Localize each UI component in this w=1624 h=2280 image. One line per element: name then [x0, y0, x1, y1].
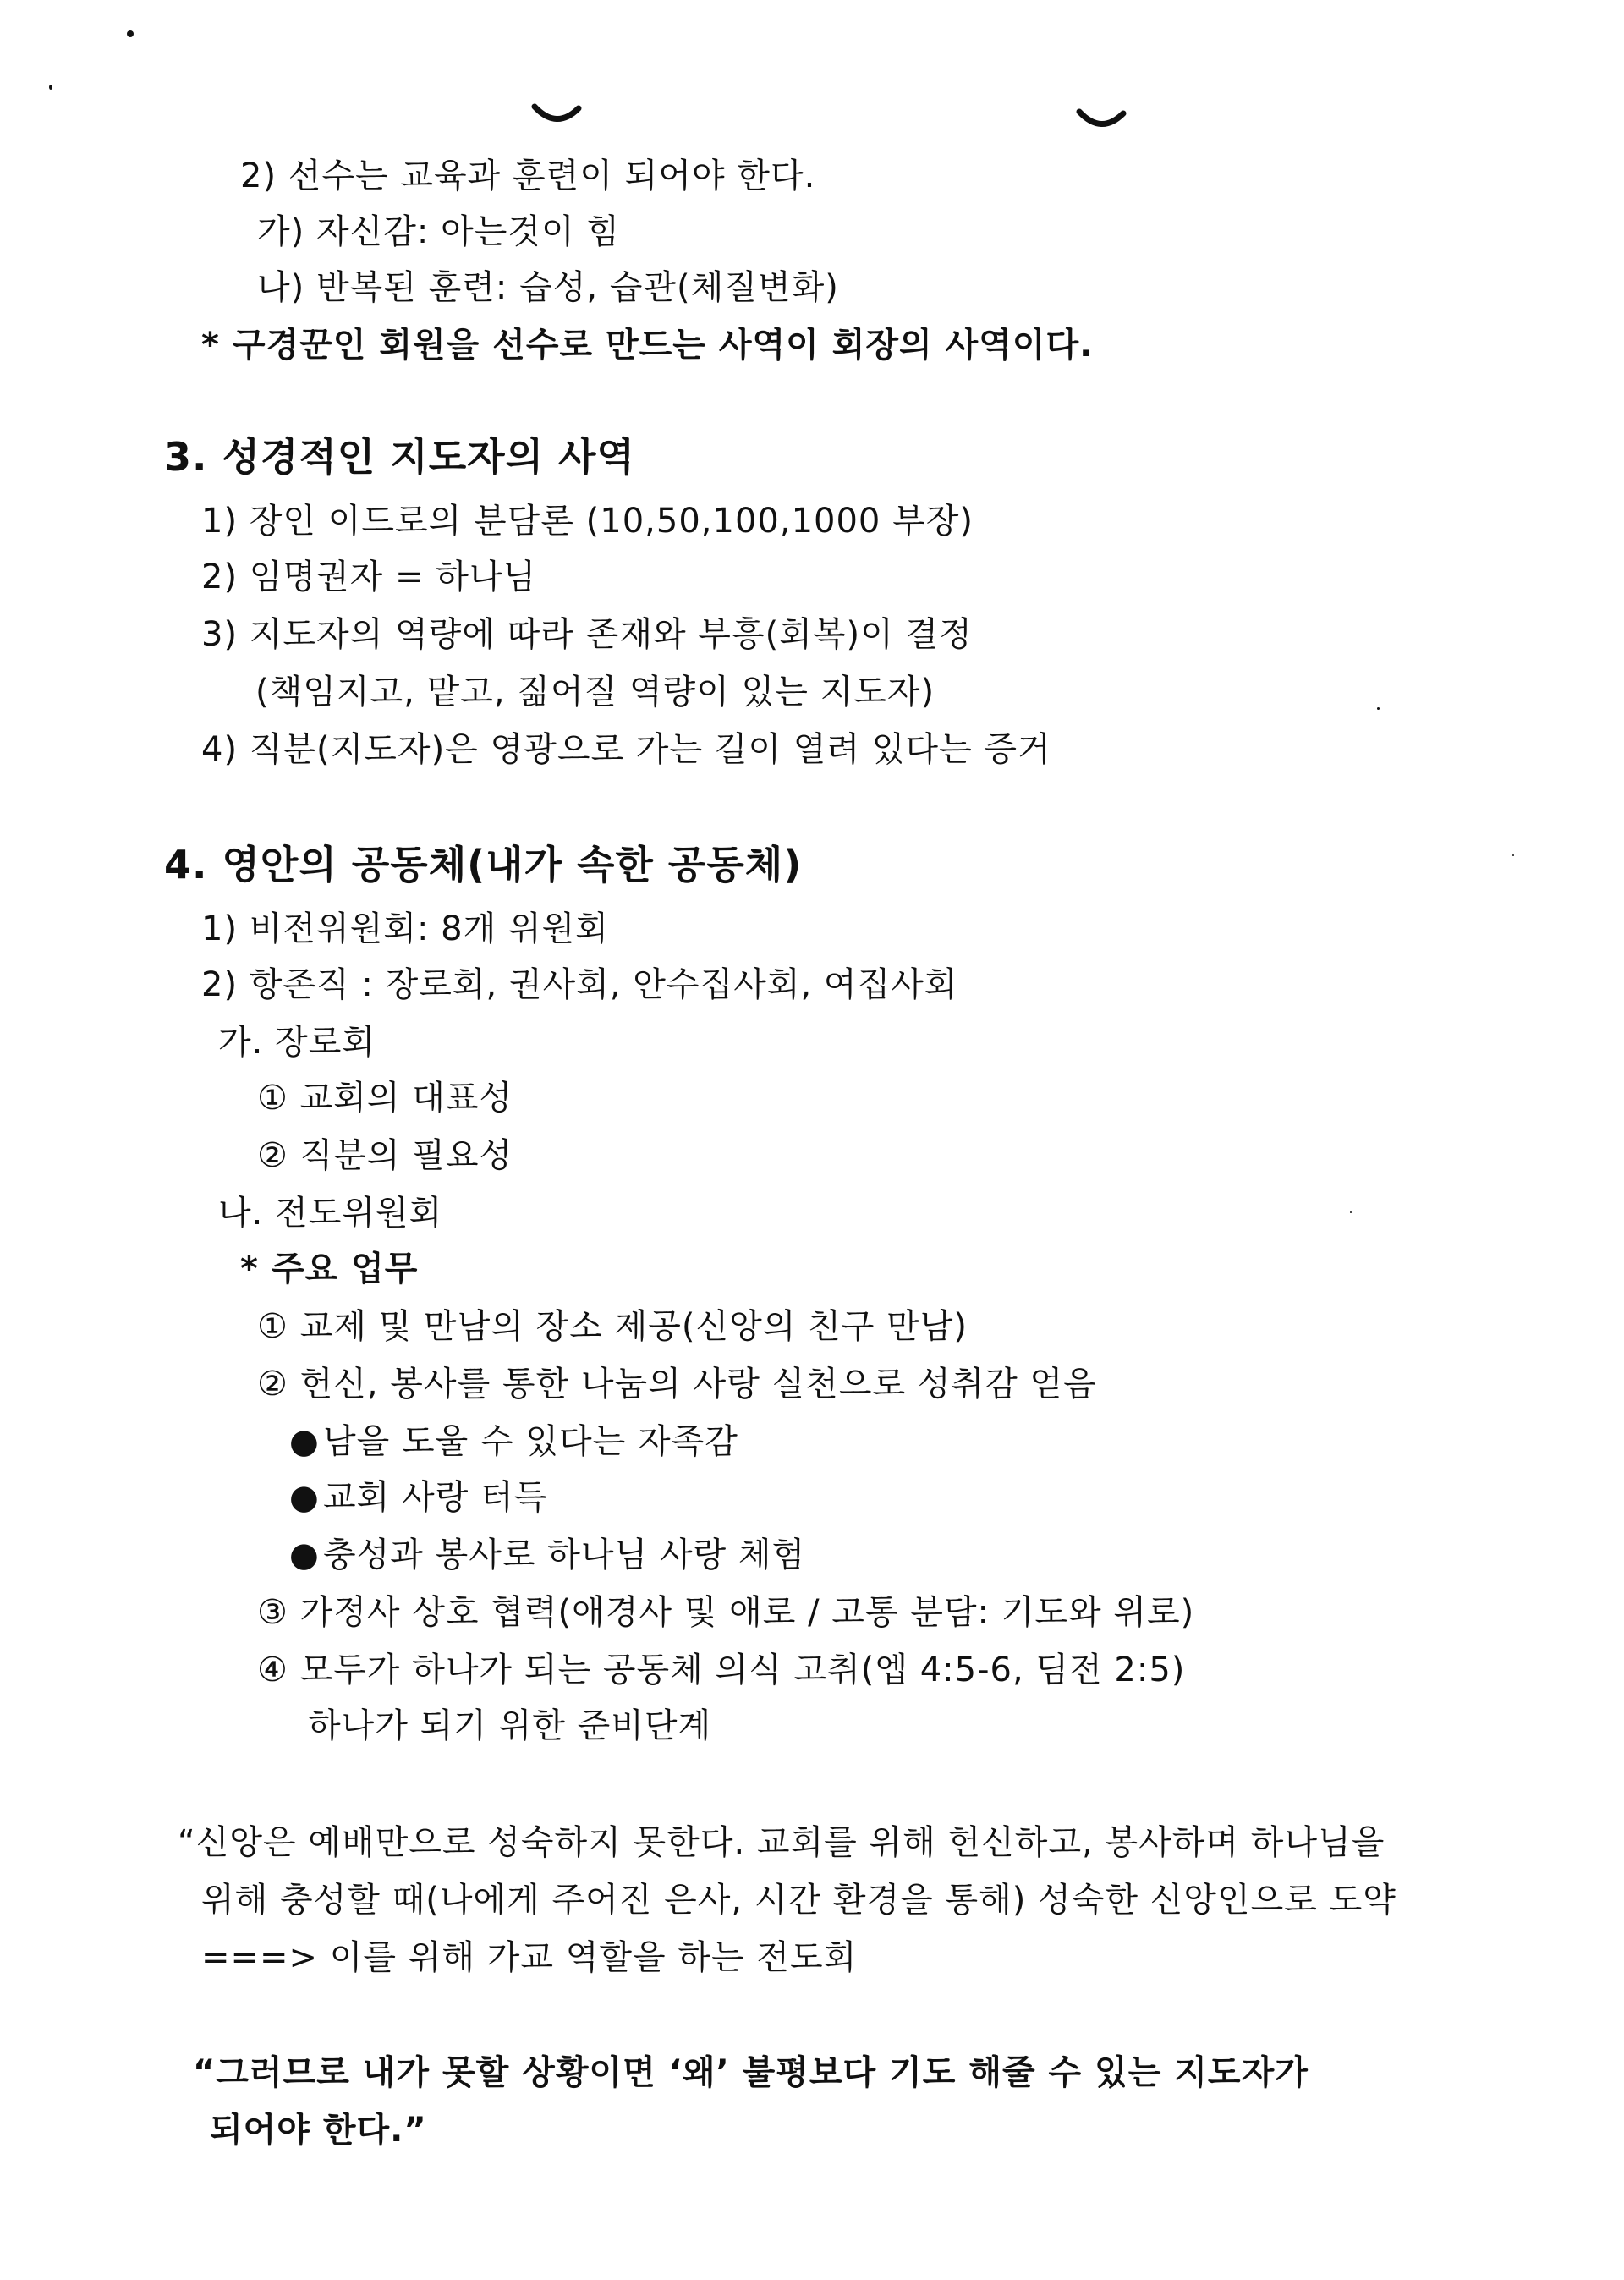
section-3-item: 3) 지도자의 역량에 따라 존재와 부흥(회복)이 결정 [201, 615, 973, 654]
section-3-item: 4) 직분(지도자)은 영광으로 가는 길이 열려 있다는 증거 [201, 730, 1051, 769]
section-3-item: 1) 장인 이드로의 분담론 (10,50,100,1000 부장) [201, 502, 974, 541]
item-2a-confidence: 가) 자신감: 아는것이 힘 [257, 212, 620, 251]
section-3-title: 3. 성경적인 지도자의 사역 [164, 434, 635, 480]
scan-speck [1350, 1211, 1352, 1213]
section-4-item-2: 2) 항존직 : 장로회, 권사회, 안수집사회, 여집사회 [201, 965, 958, 1004]
main-duties-label: * 주요 업무 [240, 1250, 419, 1288]
duty-4-continuation: 하나가 되기 위한 준비단계 [308, 1706, 712, 1745]
duty-2: ② 헌신, 봉사를 통한 나눔의 사랑 실천으로 성취감 얻음 [257, 1365, 1097, 1404]
top-note: * 구경꾼인 회원을 선수로 만드는 사역이 회장의 사역이다. [201, 326, 1094, 365]
evangelism-committee-label: 나. 전도위원회 [218, 1194, 443, 1233]
bullet-icon: ● [289, 1478, 320, 1517]
binding-mark-left [531, 100, 582, 130]
duty-2-bullet [289, 1418, 738, 1465]
section-4-title: 4. 영안의 공동체(내가 속한 공동체) [164, 842, 803, 887]
duty-3: ③ 가정사 상호 협력(애경사 및 애로 / 고통 분담: 기도와 위로) [257, 1593, 1195, 1632]
bullet-text: 남을 도울 수 있다는 자족감 [323, 1422, 738, 1461]
bullet-text: 교회 사랑 터득 [323, 1478, 548, 1517]
scan-speck [49, 85, 52, 90]
quote-2-line-1: “그러므로 내가 못할 상황이면 ‘왜’ 불평보다 기도 해줄 수 있는 지도자가 [193, 2053, 1309, 2092]
scan-speck [1512, 854, 1514, 856]
scan-speck [127, 30, 134, 37]
bullet-icon: ● [289, 1536, 320, 1574]
quote-2-line-2: 되어야 한다.” [210, 2111, 427, 2150]
duty-1: ① 교제 및 만남의 장소 제공(신앙의 친구 만남) [257, 1307, 968, 1346]
item-2-athlete-training: 2) 선수는 교육과 훈련이 되어야 한다. [240, 157, 816, 195]
section-4-item-1: 1) 비전위원회: 8개 위원회 [201, 909, 609, 948]
elders-council-item: ① 교회의 대표성 [257, 1079, 513, 1118]
quote-1-line-2: 위해 충성할 때(나에게 주어진 은사, 시간 환경을 통해) 성숙한 신앙인으로 도약 [201, 1881, 1396, 1920]
quote-1-line-3: ===> 이를 위해 가교 역할을 하는 전도회 [201, 1938, 858, 1977]
elders-council-item: ② 직분의 필요성 [257, 1136, 513, 1175]
binding-mark-right [1076, 105, 1127, 135]
duty-4: ④ 모두가 하나가 되는 공동체 의식 고취(엡 4:5-6, 딤전 2:5) [257, 1651, 1186, 1689]
bullet-icon: ● [289, 1422, 320, 1461]
duty-2-bullet [289, 1531, 805, 1579]
scan-speck [1377, 707, 1380, 710]
section-3-item-continuation: (책임지고, 맡고, 짊어질 역량이 있는 지도자) [255, 673, 935, 711]
bullet-text: 충성과 봉사로 하나님 사랑 체험 [323, 1536, 806, 1574]
quote-1-line-1: “신앙은 예배만으로 성숙하지 못한다. 교회를 위해 헌신하고, 봉사하며 하나님을 [178, 1823, 1385, 1862]
elders-council-label: 가. 장로회 [218, 1023, 376, 1062]
item-2b-repeated-training: 나) 반복된 훈련: 습성, 습관(체질변화) [257, 268, 839, 307]
section-3-item: 2) 임명권자 = 하나님 [201, 558, 537, 596]
duty-2-bullet [289, 1474, 547, 1521]
